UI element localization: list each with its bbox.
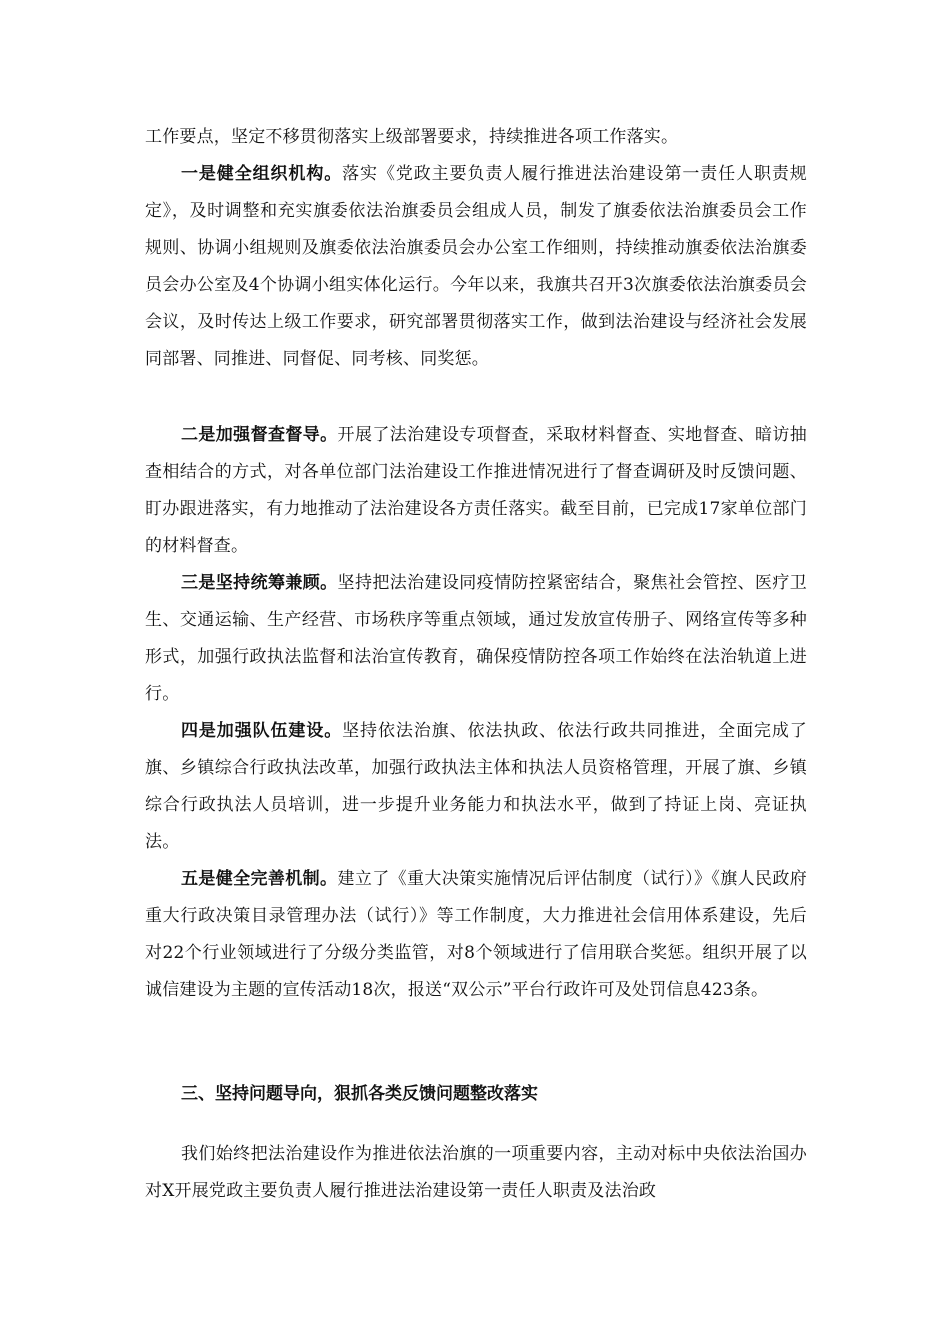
paragraph-item-4 xyxy=(145,713,807,861)
paragraph-text: 我们始终把法治建设作为推进依法治旗的一项重要内容，主动对标中央依法治国办对X开展党政主要负责人履行推进法治建设第一责任人职责及法治政 xyxy=(145,1144,807,1201)
paragraph-intro-tail xyxy=(145,119,807,156)
paragraph-section-3-intro xyxy=(145,1136,807,1210)
item-3-lead: 三是坚持统筹兼顾。 xyxy=(181,573,338,593)
paragraph-item-5 xyxy=(145,861,807,1009)
item-5-body: 建立了《重大决策实施情况后评估制度（试行）》《旗人民政府重大行政决策目录管理办法（试行）》等工作制度，大力推进社会信用体系建设，先后对22个行业领域进行了分级分类监管，对8个领域进行了信用联合奖惩。组织开展了以诚信建设为主题的宣传活动18次，报送“双公示”平台行政许可及处罚信息423条。 xyxy=(145,869,807,1000)
paragraph-item-3 xyxy=(145,565,807,713)
section-heading: 三、坚持问题导向，狠抓各类反馈问题整改落实 xyxy=(181,1084,538,1104)
item-4-lead: 四是加强队伍建设。 xyxy=(181,721,343,741)
item-5-lead: 五是健全完善机制。 xyxy=(181,869,338,889)
item-3-body: 坚持把法治建设同疫情防控紧密结合，聚焦社会管控、医疗卫生、交通运输、生产经营、市场秩序等重点领域，通过发放宣传册子、网络宣传等多种形式，加强行政执法监督和法治宣传教育，确保疫情防控各项工作始终在法治轨道上进行。 xyxy=(145,573,807,704)
paragraph-item-1 xyxy=(145,156,807,378)
item-4-body: 坚持依法治旗、依法执政、依法行政共同推进，全面完成了旗、乡镇综合行政执法改革，加强行政执法主体和执法人员资格管理，开展了旗、乡镇综合行政执法人员培训，进一步提升业务能力和执法水平，做到了持证上岗、亮证执法。 xyxy=(145,721,807,852)
item-1-body: 落实《党政主要负责人履行推进法治建设第一责任人职责规定》，及时调整和充实旗委依法治旗委员会组成人员，制发了旗委依法治旗委员会工作规则、协调小组规则及旗委依法治旗委员会办公室工作细则，持续推动旗委依法治旗委员会办公室及4个协调小组实体化运行。今年以来，我旗共召开3次旗委依法治旗委员会会议，及时传达上级工作要求，研究部署贯彻落实工作，做到法治建设与经济社会发展同部署、同推进、同督促、同考核、同奖惩。 xyxy=(145,164,807,369)
item-2-lead: 二是加强督查督导。 xyxy=(181,425,338,445)
item-1-lead: 一是健全组织机构。 xyxy=(181,164,343,184)
paragraph-item-2 xyxy=(145,417,807,565)
paragraph-text: 工作要点，坚定不移贯彻落实上级部署要求，持续推进各项工作落实。 xyxy=(145,127,679,147)
item-2-body: 开展了法治建设专项督查，采取材料督查、实地督查、暗访抽查相结合的方式，对各单位部门法治建设工作推进情况进行了督查调研及时反馈问题、盯办跟进落实，有力地推动了法治建设各方责任落实。截至目前，已完成17家单位部门的材料督查。 xyxy=(145,425,807,556)
